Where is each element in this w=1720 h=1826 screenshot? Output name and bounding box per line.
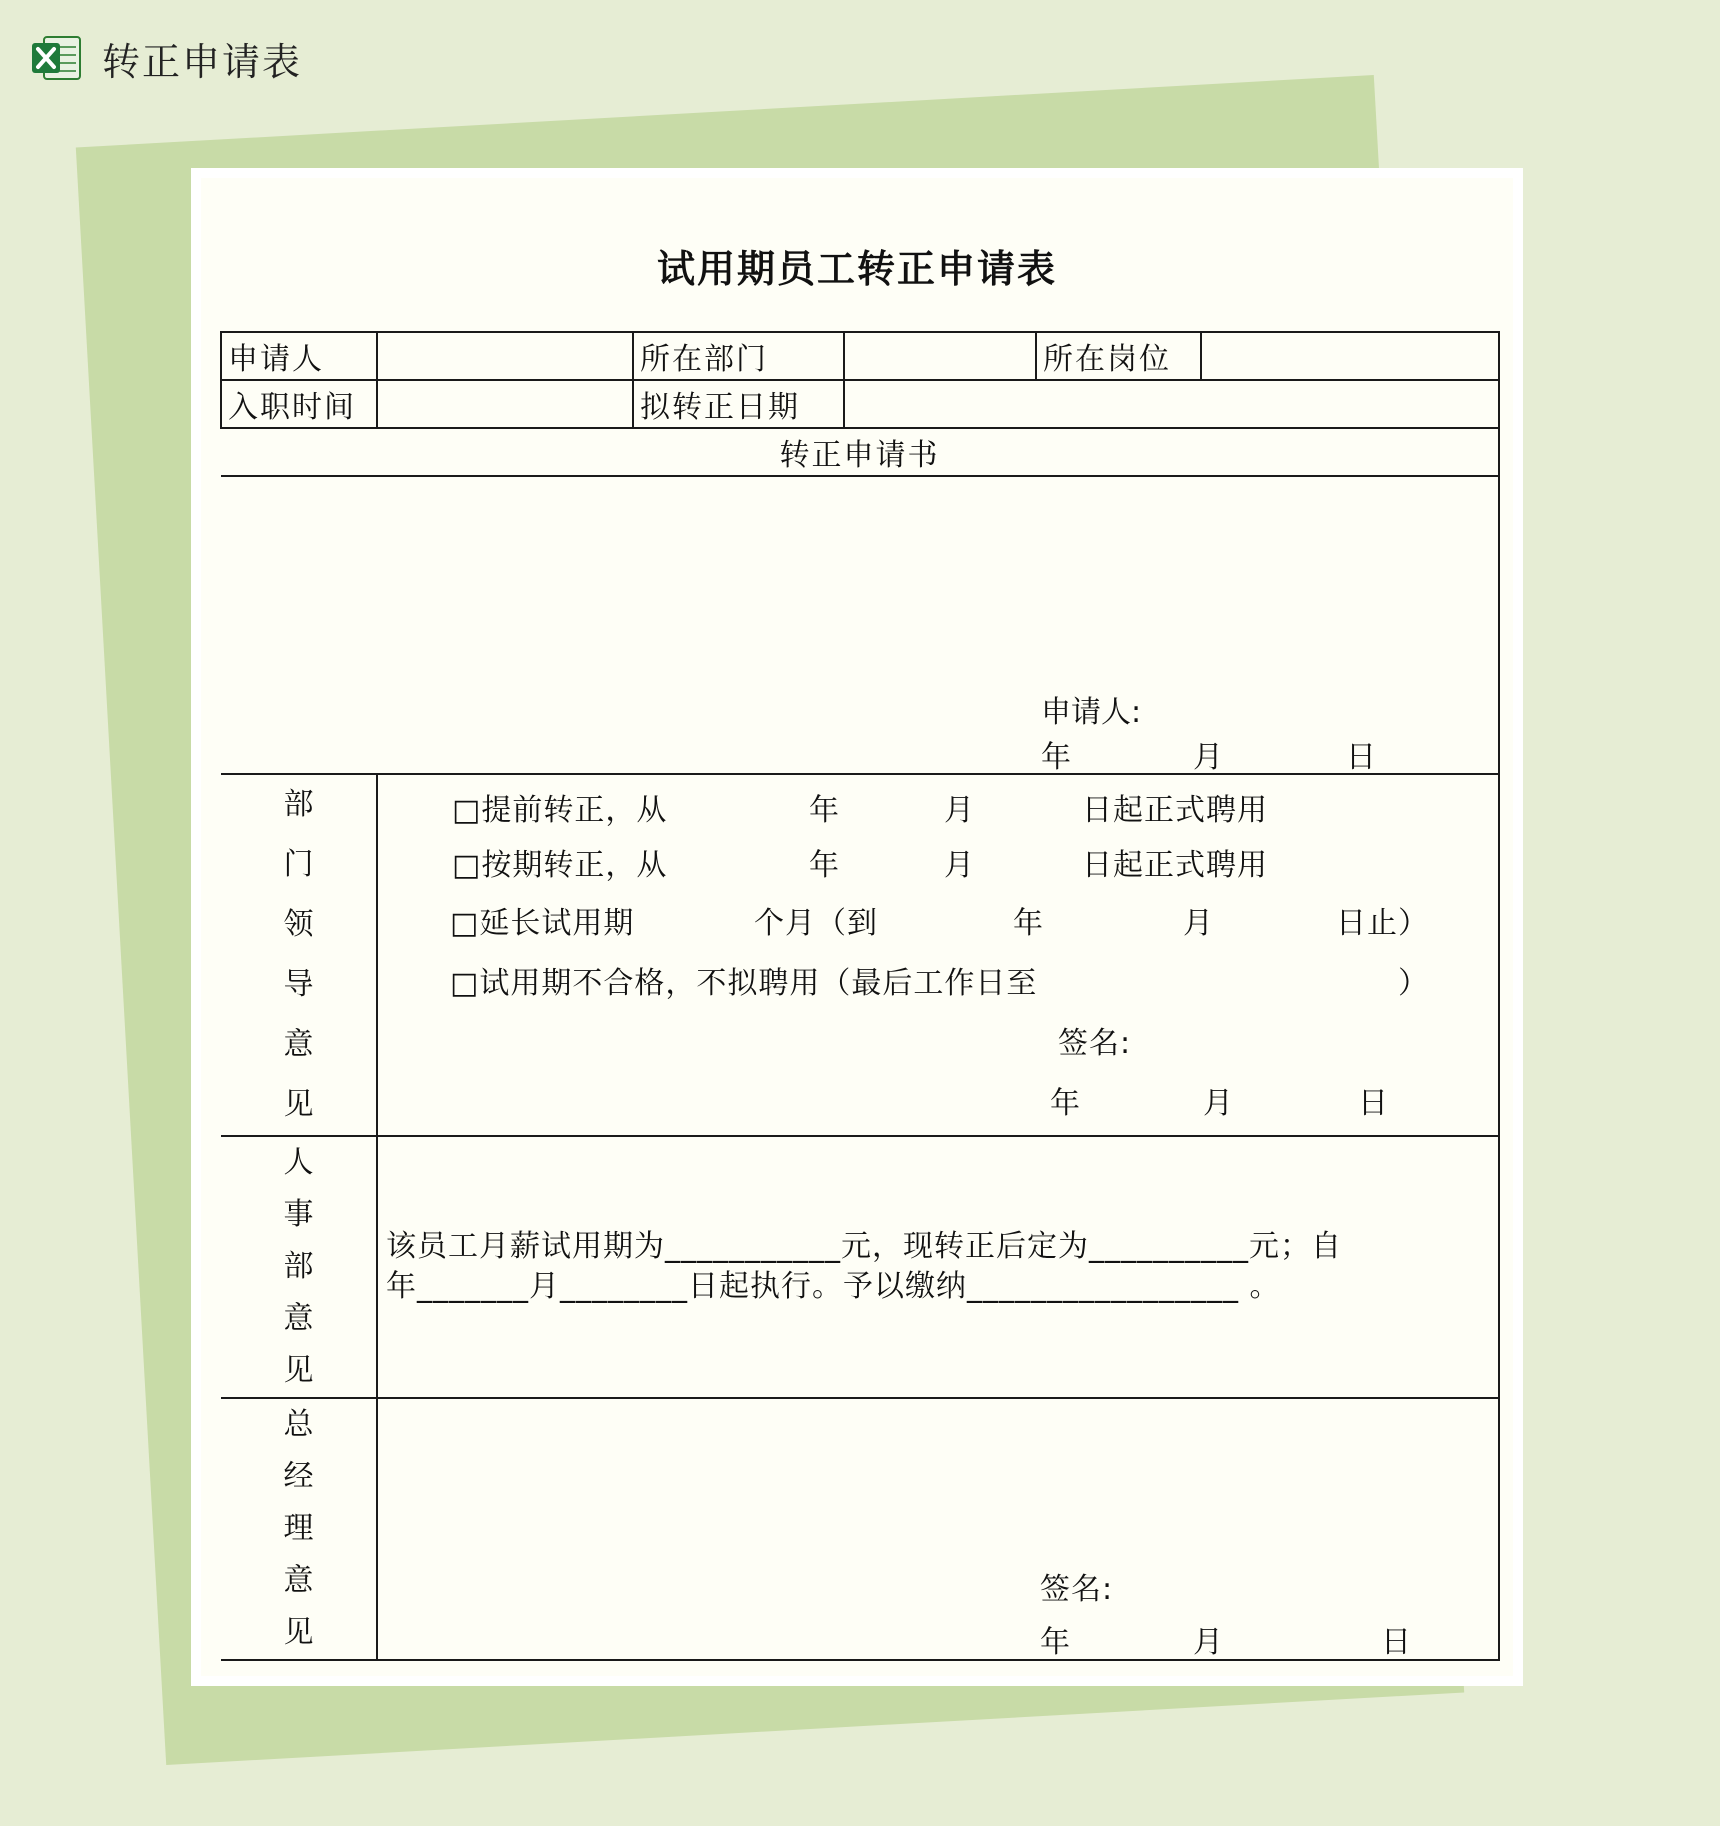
- opt3-year: 年: [1013, 906, 1044, 941]
- row-letter: [221, 476, 1499, 774]
- dept-label-char: 部: [283, 787, 314, 822]
- gm-month: 月: [1193, 1625, 1224, 1660]
- excel-icon: [30, 31, 84, 85]
- proposed-date-field[interactable]: [844, 380, 1499, 428]
- applicant-label: 申请人: [221, 332, 377, 380]
- letter-body[interactable]: [221, 476, 1499, 774]
- dept-opinion-label: [221, 774, 377, 1136]
- opt2-month: 月: [944, 848, 975, 883]
- hr-label-char: 意: [283, 1301, 314, 1336]
- option-not-qualified[interactable]: □试用期不合格，不拟聘用（最后工作日至: [450, 966, 1038, 1001]
- opt1-day: 日起正式聘用: [1082, 793, 1268, 828]
- gm-label-char: 意: [283, 1563, 314, 1598]
- row-letter-header: [221, 428, 1499, 476]
- dept-opinion-body: [377, 774, 1499, 1136]
- proposed-date-label: 拟转正日期: [633, 380, 844, 428]
- position-field[interactable]: [1201, 332, 1499, 380]
- letter-day: 日: [1346, 740, 1376, 775]
- row-applicant: [221, 332, 1499, 380]
- applicant-field[interactable]: [377, 332, 633, 380]
- paper-sheet: [191, 168, 1523, 1686]
- hr-opinion-label: [221, 1136, 377, 1398]
- form-title: 试用期员工转正申请表: [656, 246, 1057, 291]
- gm-opinion-label: [221, 1398, 377, 1660]
- option-early-regularization[interactable]: □提前转正，从: [452, 793, 668, 828]
- dept-month: 月: [1203, 1086, 1234, 1121]
- gm-opinion-body[interactable]: [377, 1398, 1499, 1660]
- opt3-months: 个月（到: [754, 906, 878, 941]
- row-gm-opinion: [221, 1398, 1499, 1660]
- opt3-month: 月: [1183, 906, 1214, 941]
- hr-label-char: 人: [283, 1145, 314, 1180]
- entry-date-field[interactable]: [377, 380, 633, 428]
- entry-date-label: 入职时间: [221, 380, 377, 428]
- opt3-day: 日止）: [1336, 906, 1429, 941]
- dept-label-char: 导: [283, 967, 314, 1002]
- opt1-year: 年: [809, 793, 840, 828]
- dept-day: 日: [1358, 1086, 1389, 1121]
- dept-label-char: 领: [283, 907, 314, 942]
- department-label: 所在部门: [633, 332, 844, 380]
- gm-label-char: 经: [283, 1459, 314, 1494]
- dept-label-char: 门: [283, 847, 314, 882]
- opt4-close-paren: ）: [1398, 966, 1429, 1001]
- hr-opinion-text: [386, 1227, 1342, 1307]
- hr-label-char: 事: [283, 1197, 314, 1232]
- dept-signature-label: 签名:: [1058, 1026, 1132, 1061]
- letter-year: 年: [1041, 740, 1071, 775]
- hr-label-char: 部: [283, 1249, 314, 1284]
- department-field[interactable]: [844, 332, 1036, 380]
- application-form-table: [220, 331, 1500, 1661]
- opt2-year: 年: [809, 848, 840, 883]
- row-dept-opinion: [221, 774, 1499, 1136]
- gm-year: 年: [1040, 1625, 1071, 1660]
- gm-label-char: 总: [283, 1407, 314, 1442]
- dept-label-char: 意: [283, 1027, 314, 1062]
- gm-label-char: 见: [283, 1615, 314, 1650]
- gm-label-char: 理: [283, 1511, 314, 1546]
- opt2-day: 日起正式聘用: [1082, 848, 1268, 883]
- letter-applicant-signature: 申请人:: [1041, 695, 1142, 730]
- row-hr-opinion: [221, 1136, 1499, 1398]
- hr-line-2: 年_______月________日起执行。予以缴纳_________________ 。: [386, 1269, 1281, 1304]
- gm-day: 日: [1381, 1625, 1412, 1660]
- option-extend-probation[interactable]: □延长试用期: [450, 906, 635, 941]
- dept-year: 年: [1050, 1086, 1081, 1121]
- letter-header: 转正申请书: [221, 428, 1499, 476]
- hr-line-1: 该员工月薪试用期为___________元，现转正后定为__________元；自: [386, 1229, 1342, 1264]
- dept-label-char: 见: [283, 1087, 314, 1122]
- hr-opinion-body[interactable]: [377, 1136, 1499, 1398]
- opt1-month: 月: [944, 793, 975, 828]
- app-header: [30, 28, 302, 88]
- hr-label-char: 见: [283, 1353, 314, 1388]
- app-title: 转正申请表: [102, 39, 303, 84]
- position-label: 所在岗位: [1036, 332, 1201, 380]
- row-entry: [221, 380, 1499, 428]
- letter-month: 月: [1193, 740, 1223, 775]
- gm-signature-label: 签名:: [1040, 1572, 1114, 1607]
- option-on-schedule[interactable]: □按期转正，从: [452, 848, 668, 883]
